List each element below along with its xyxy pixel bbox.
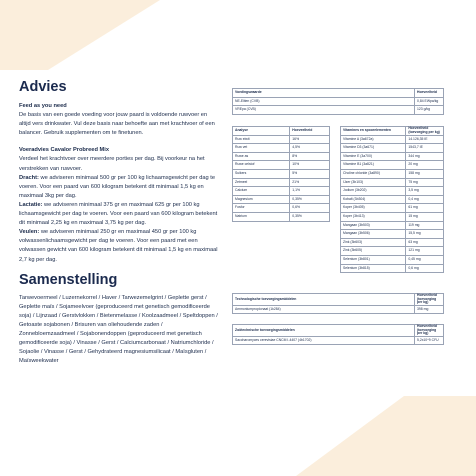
table-header-cell: Hoeveelheid (toevoeging per kg): [415, 294, 444, 306]
table-cell: 123 g/kg: [415, 106, 444, 115]
table-cell: Selenium (3b815): [341, 264, 406, 273]
table-row: [341, 178, 444, 187]
table-cell: Kobalt (3b304): [341, 195, 406, 204]
table-row: [341, 247, 444, 256]
table-cell: 10%: [290, 161, 330, 170]
table-row: [341, 238, 444, 247]
table-row: [341, 187, 444, 196]
veulen-paragraph: [19, 228, 219, 264]
table-row: [341, 169, 444, 178]
table-cell: 0,35%: [290, 212, 330, 221]
table-header-cell: Zoötechnische toevoegingsmiddelen: [233, 325, 415, 337]
table-row: [233, 169, 330, 178]
table-cell: Saccharomyces cerevisiae CNCM I-4407 (4b1702): [233, 336, 415, 345]
feed-text: De basis van een goede voeding voor jouw paard is voldoende ruwvoer en altijd vers drinkwater. Vul deze basis naar behoefte aan met krachtvoer of een balancer. Gebruik supplementen om te finetunen.: [19, 112, 215, 137]
table-cell: IJzer (3b103): [341, 178, 406, 187]
table-cell: 3,5 mg: [406, 187, 444, 196]
table-header-cell: Hoeveelheid: [415, 89, 444, 98]
table-cell: 158 mg: [406, 169, 444, 178]
technologische-table: [232, 293, 444, 314]
table-row: [233, 161, 330, 170]
table-cell: Vitamine E (3a700): [341, 152, 406, 161]
table-cell: Calcium: [233, 187, 290, 196]
veulen-label: Veulen:: [19, 229, 40, 236]
dracht-label: Dracht:: [19, 174, 39, 181]
table-cell: Fosfor: [233, 204, 290, 213]
table-cell: 0,45 mg: [406, 255, 444, 264]
table-row: [341, 161, 444, 170]
table-cell: Magnesium: [233, 195, 290, 204]
table-cell: Jodium (3b202): [341, 187, 406, 196]
table-cell: Choline chloride (3a890): [341, 169, 406, 178]
table-row: [233, 187, 330, 196]
decorative-shape-top-left: [0, 0, 160, 70]
table-cell: Zink (3b603): [341, 238, 406, 247]
table-cell: 75 mg: [406, 178, 444, 187]
table-cell: 344 mg: [406, 152, 444, 161]
table-cell: 63 mg: [406, 238, 444, 247]
table-row: [341, 221, 444, 230]
table-cell: 16%: [290, 135, 330, 144]
zootechnische-table: [232, 324, 444, 345]
table-row: [233, 152, 330, 161]
analyse-table: [232, 126, 330, 222]
table-cell: 0,4 mg: [406, 195, 444, 204]
table-row: [341, 212, 444, 221]
table-cell: Vitamine A (3a672a): [341, 135, 406, 144]
table-cell: 20 mg: [406, 161, 444, 170]
table-cell: 15,5 mg: [406, 230, 444, 239]
table-cell: 1543,7 IE: [406, 144, 444, 153]
table-cell: Zetmeel: [233, 178, 290, 187]
dracht-paragraph: [19, 174, 219, 201]
table-cell: Ammoniumpropionaat (1k284): [233, 305, 415, 314]
dracht-text: we adviseren minimaal 500 gr per 100 kg lichaamsgewicht per dag te voeren. Voor een paard van 600 kilogram betekent dit minimaal 1,5 kg en maximaal 3kg per dag.: [19, 174, 216, 199]
left-column: [19, 80, 219, 366]
advies-title: Advies: [19, 79, 67, 95]
table-cell: 1,1%: [290, 187, 330, 196]
table-row: [233, 97, 444, 106]
table-row: [233, 178, 330, 187]
table-cell: 0,6 mg: [406, 264, 444, 273]
table-cell: 0,35%: [290, 195, 330, 204]
table-header-row: [233, 127, 330, 136]
samenstelling-text: Tarwevoermeel / Luzernekorrel / Haver / Tarwezemelgrint / Geplette gerst / Geplette maïs / Sojameelvoer (geproduceerd met genetisch gemodificeerde soja) / Lijnzaad / Gerstvlokken / Bietenmelasse / Koolzaadmeel / Speltdoppen / Getoaste sojabonen / Brisuren van oliehoudende zaden / Zonnebloemzaadmeel / Sojabonendoppen (geproduceerd met genetisch gemodificeerde soja) / Vinasse / Gerst / Calciumcarbonaat / Natriumchloride / Sojaolie / Vinasse / Gerst / Gehydrateerd magnesiumsilicaat / Maïsgluten / Maïsweekwater: [19, 294, 218, 365]
table-row: [341, 135, 444, 144]
table-row: [233, 204, 330, 213]
table-header-cell: Voedingswaarde: [233, 89, 415, 98]
table-cell: 14.126,35 IE: [406, 135, 444, 144]
table-row: [233, 212, 330, 221]
table-cell: Koper (3b413): [341, 212, 406, 221]
table-cell: Mangaan (3b506): [341, 230, 406, 239]
decorative-shape-bottom-right: [296, 396, 476, 476]
advice-heading: Voeradvies Cavalor Probreed Mix: [19, 147, 109, 154]
table-cell: Vitamine D3 (3a671): [341, 144, 406, 153]
table-cell: Selenium (3b801): [341, 255, 406, 264]
voedingswaarde-table: [232, 88, 444, 115]
table-header-cell: Analyse: [233, 127, 290, 136]
table-cell: Zink (3b605): [341, 247, 406, 256]
table-row: [233, 195, 330, 204]
table-cell: 0,6%: [290, 204, 330, 213]
samenstelling-title: Samenstelling: [19, 271, 118, 288]
lactatie-paragraph: [19, 201, 219, 228]
table-cell: Ruwe celstof: [233, 161, 290, 170]
table-cell: Koper (3b405): [341, 204, 406, 213]
table-cell: 5,2x10^9 CFU: [415, 336, 444, 345]
table-cell: Ruw vet: [233, 144, 290, 153]
feed-heading: Feed as you need: [19, 103, 67, 109]
table-cell: 61 mg: [406, 204, 444, 213]
table-cell: Ruw eiwit: [233, 135, 290, 144]
table-cell: Mangaan (3b503): [341, 221, 406, 230]
table-row: [233, 305, 444, 314]
veulen-text: we adviseren minimaal 250 gr en maximaal 450 gr per 100 kg volwassenlichaamsgewicht per dag te voeren. Voor een paard met een volwassen gewicht van 600 kilogram betekent dit minimaal 1,5 kg en maximaal 2,7 kg per dag.: [19, 229, 218, 263]
table-header-cell: Hoeveelheid (toevoeging per kg): [406, 127, 444, 136]
table-cell: 119 mg: [406, 221, 444, 230]
table-row: [341, 152, 444, 161]
table-cell: 121 mg: [406, 247, 444, 256]
table-cell: 0,84 EWpa/kg: [415, 97, 444, 106]
table-row: [341, 204, 444, 213]
table-cell: Suikers: [233, 169, 290, 178]
table-row: [233, 144, 330, 153]
lactatie-text: we adviseren minimaal 375 gr en maximaal 625 gr per 100 kg lichaamsgewicht per dag te voeren. Voor een paard van 600 kilogram betekent dit minimaal 2,25 kg en maximaal 3,75 kg per dag.: [19, 201, 218, 227]
table-header-row: [233, 325, 444, 337]
table-cell: 8%: [290, 152, 330, 161]
table-row: [341, 144, 444, 153]
table-header-row: [233, 89, 444, 98]
lactatie-label: Lactatie:: [19, 201, 43, 208]
table-cell: NE-Eliten (CVB): [233, 97, 415, 106]
table-cell: Vitamine B1 (3a821): [341, 161, 406, 170]
table-header-cell: Hoeveelheid (toevoeging per kg): [415, 325, 444, 337]
vitamines-table: [340, 126, 444, 273]
table-header-row: [341, 127, 444, 136]
table-cell: 5%: [290, 169, 330, 178]
table-header-cell: Vitamines en spoorelementen: [341, 127, 406, 136]
table-row: [341, 264, 444, 273]
advice-intro: Verdeel het krachtvoer over meerdere porties per dag. Bij voorkeur na het verstrekken van ruwvoer.: [19, 156, 205, 172]
table-cell: 4,5%: [290, 144, 330, 153]
table-row: [341, 230, 444, 239]
table-header-cell: Hoeveelheid: [290, 127, 330, 136]
table-cell: VREpa (CVB): [233, 106, 415, 115]
table-header-cell: Technologische toevoegingsmiddelen: [233, 294, 415, 306]
table-row: [233, 106, 444, 115]
table-row: [233, 135, 330, 144]
table-row: [341, 195, 444, 204]
table-row: [233, 336, 444, 345]
table-cell: 398 mg: [415, 305, 444, 314]
table-header-row: [233, 294, 444, 306]
table-cell: Ruwe as: [233, 152, 290, 161]
table-row: [341, 255, 444, 264]
table-cell: 15 mg: [406, 212, 444, 221]
table-cell: Natrium: [233, 212, 290, 221]
table-cell: 21%: [290, 178, 330, 187]
